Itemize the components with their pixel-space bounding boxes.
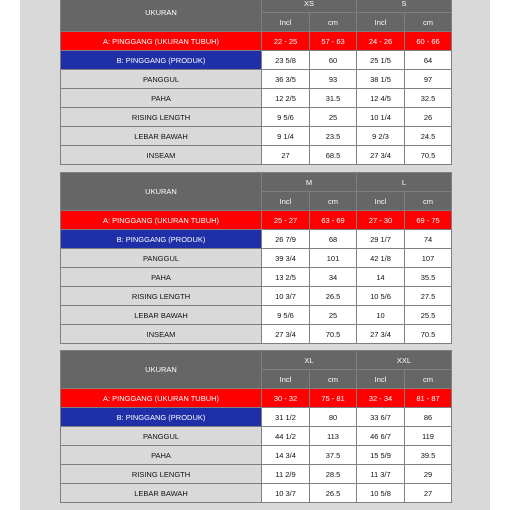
- row-label: RISING LENGTH: [61, 108, 262, 127]
- table-row: [61, 127, 452, 146]
- unit-incl: Incl: [357, 13, 405, 32]
- cell-value: 80: [310, 408, 357, 427]
- unit-cm: cm: [310, 370, 357, 389]
- cell-value: 10 3/7: [262, 484, 310, 503]
- cell-value: 10 1/4: [357, 108, 405, 127]
- table-row: [61, 146, 452, 165]
- table-row: [61, 446, 452, 465]
- cell-value: 68.5: [310, 146, 357, 165]
- table-row: [61, 484, 452, 503]
- cell-value: 39 3/4: [262, 249, 310, 268]
- cell-value: 57 - 63: [310, 32, 357, 51]
- cell-value: 60: [310, 51, 357, 70]
- unit-cm: cm: [405, 13, 452, 32]
- table-row: [61, 287, 452, 306]
- cell-value: 107: [405, 249, 452, 268]
- cell-value: 25 - 27: [262, 211, 310, 230]
- table-row: [61, 268, 452, 287]
- cell-value: 32.5: [405, 89, 452, 108]
- cell-value: 113: [310, 427, 357, 446]
- cell-value: 27 3/4: [357, 325, 405, 344]
- row-label: RISING LENGTH: [61, 287, 262, 306]
- cell-value: 68: [310, 230, 357, 249]
- table-row: [61, 427, 452, 446]
- row-label: PANGGUL: [61, 427, 262, 446]
- size-header-xs: XS: [262, 0, 357, 13]
- cell-value: 36 3/5: [262, 70, 310, 89]
- table-row: [61, 465, 452, 484]
- cell-value: 25 1/5: [357, 51, 405, 70]
- cell-value: 11 3/7: [357, 465, 405, 484]
- cell-value: 32 - 34: [357, 389, 405, 408]
- row-label: INSEAM: [61, 146, 262, 165]
- unit-cm: cm: [310, 13, 357, 32]
- cell-value: 75 - 81: [310, 389, 357, 408]
- cell-value: 38 1/5: [357, 70, 405, 89]
- cell-value: 14: [357, 268, 405, 287]
- row-label: PAHA: [61, 268, 262, 287]
- row-label: A: PINGGANG (UKURAN TUBUH): [61, 32, 262, 51]
- cell-value: 60 - 66: [405, 32, 452, 51]
- row-label: RISING LENGTH: [61, 465, 262, 484]
- row-label: PANGGUL: [61, 249, 262, 268]
- cell-value: 9 5/6: [262, 306, 310, 325]
- cell-value: 44 1/2: [262, 427, 310, 446]
- row-label: LEBAR BAWAH: [61, 127, 262, 146]
- cell-value: 10 5/8: [357, 484, 405, 503]
- cell-value: 93: [310, 70, 357, 89]
- table-row: [61, 108, 452, 127]
- table-row: [61, 230, 452, 249]
- cell-value: 12 2/5: [262, 89, 310, 108]
- cell-value: 39.5: [405, 446, 452, 465]
- table-row: [61, 211, 452, 230]
- cell-value: 31 1/2: [262, 408, 310, 427]
- cell-value: 35.5: [405, 268, 452, 287]
- cell-value: 22 - 25: [262, 32, 310, 51]
- cell-value: 46 6/7: [357, 427, 405, 446]
- cell-value: 26 7/9: [262, 230, 310, 249]
- cell-value: 12 4/5: [357, 89, 405, 108]
- row-label: A: PINGGANG (UKURAN TUBUH): [61, 389, 262, 408]
- unit-cm: cm: [405, 192, 452, 211]
- cell-value: 64: [405, 51, 452, 70]
- cell-value: 27 3/4: [357, 146, 405, 165]
- cell-value: 13 2/5: [262, 268, 310, 287]
- cell-value: 97: [405, 70, 452, 89]
- cell-value: 9 1/4: [262, 127, 310, 146]
- cell-value: 33 6/7: [357, 408, 405, 427]
- cell-value: 101: [310, 249, 357, 268]
- cell-value: 27 3/4: [262, 325, 310, 344]
- unit-incl: Incl: [357, 192, 405, 211]
- cell-value: 27.5: [405, 287, 452, 306]
- cell-value: 63 - 69: [310, 211, 357, 230]
- cell-value: 11 2/9: [262, 465, 310, 484]
- unit-incl: Incl: [262, 192, 310, 211]
- cell-value: 25: [310, 306, 357, 325]
- table-row: [61, 51, 452, 70]
- size-header-s: S: [357, 0, 452, 13]
- cell-value: 70.5: [310, 325, 357, 344]
- cell-value: 24.5: [405, 127, 452, 146]
- table-row: [61, 32, 452, 51]
- cell-value: 14 3/4: [262, 446, 310, 465]
- size-header-xxl: XXL: [357, 351, 452, 370]
- cell-value: 24 - 26: [357, 32, 405, 51]
- cell-value: 34: [310, 268, 357, 287]
- cell-value: 26: [405, 108, 452, 127]
- size-table-xs-s: [60, 0, 452, 165]
- unit-incl: Incl: [262, 13, 310, 32]
- cell-value: 27: [405, 484, 452, 503]
- unit-incl: Incl: [357, 370, 405, 389]
- table-row: [61, 389, 452, 408]
- row-label: PAHA: [61, 89, 262, 108]
- unit-incl: Incl: [262, 370, 310, 389]
- table-row: [61, 249, 452, 268]
- table-row: [61, 89, 452, 108]
- size-header-l: L: [357, 173, 452, 192]
- row-label: INSEAM: [61, 325, 262, 344]
- table-row: [61, 325, 452, 344]
- cell-value: 70.5: [405, 325, 452, 344]
- cell-value: 10 5/6: [357, 287, 405, 306]
- size-header-m: M: [262, 173, 357, 192]
- ukuran-header: UKURAN: [61, 173, 262, 211]
- row-label: PAHA: [61, 446, 262, 465]
- cell-value: 30 - 32: [262, 389, 310, 408]
- size-table-xl-xxl: [60, 350, 452, 503]
- row-label: LEBAR BAWAH: [61, 306, 262, 325]
- row-label: B: PINGGANG (PRODUK): [61, 230, 262, 249]
- cell-value: 15 5/9: [357, 446, 405, 465]
- row-label: PANGGUL: [61, 70, 262, 89]
- row-label: LEBAR BAWAH: [61, 484, 262, 503]
- row-label: A: PINGGANG (UKURAN TUBUH): [61, 211, 262, 230]
- cell-value: 25: [310, 108, 357, 127]
- cell-value: 29 1/7: [357, 230, 405, 249]
- cell-value: 10: [357, 306, 405, 325]
- cell-value: 70.5: [405, 146, 452, 165]
- ukuran-header: UKURAN: [61, 0, 262, 32]
- cell-value: 26.5: [310, 484, 357, 503]
- unit-cm: cm: [310, 192, 357, 211]
- cell-value: 23.5: [310, 127, 357, 146]
- cell-value: 42 1/8: [357, 249, 405, 268]
- cell-value: 27 - 30: [357, 211, 405, 230]
- cell-value: 31.5: [310, 89, 357, 108]
- cell-value: 9 2/3: [357, 127, 405, 146]
- cell-value: 74: [405, 230, 452, 249]
- table-row: [61, 408, 452, 427]
- cell-value: 29: [405, 465, 452, 484]
- ukuran-header: UKURAN: [61, 351, 262, 389]
- cell-value: 25.5: [405, 306, 452, 325]
- cell-value: 81 - 87: [405, 389, 452, 408]
- table-row: [61, 306, 452, 325]
- cell-value: 9 5/6: [262, 108, 310, 127]
- table-row: [61, 70, 452, 89]
- cell-value: 23 5/8: [262, 51, 310, 70]
- cell-value: 37.5: [310, 446, 357, 465]
- size-table-m-l: [60, 172, 452, 344]
- row-label: B: PINGGANG (PRODUK): [61, 51, 262, 70]
- row-label: B: PINGGANG (PRODUK): [61, 408, 262, 427]
- cell-value: 27: [262, 146, 310, 165]
- cell-value: 119: [405, 427, 452, 446]
- cell-value: 69 - 75: [405, 211, 452, 230]
- cell-value: 26.5: [310, 287, 357, 306]
- unit-cm: cm: [405, 370, 452, 389]
- cell-value: 86: [405, 408, 452, 427]
- cell-value: 28.5: [310, 465, 357, 484]
- size-header-xl: XL: [262, 351, 357, 370]
- cell-value: 10 3/7: [262, 287, 310, 306]
